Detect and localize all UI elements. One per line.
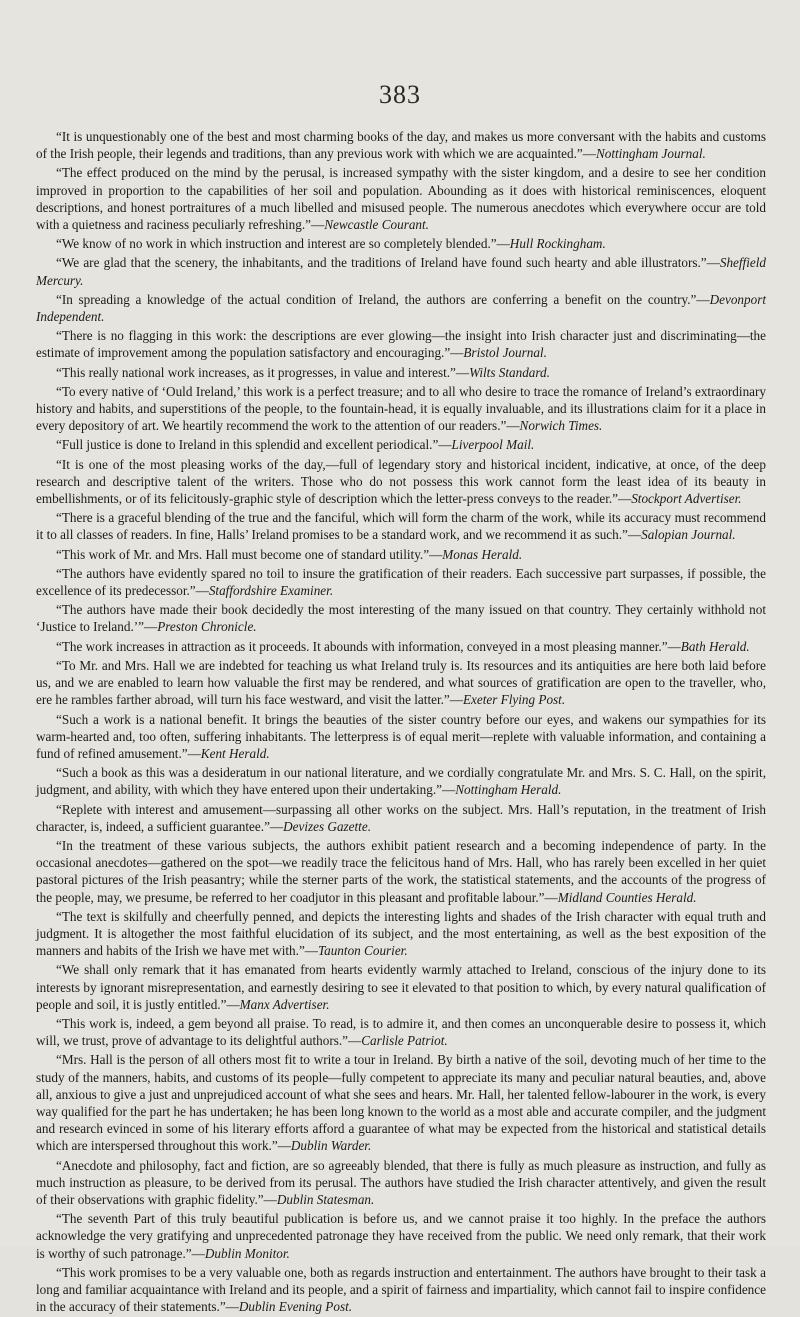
review-paragraph	[36, 235, 766, 252]
review-text: “Replete with interest and amusement—surpassing all other works on the subject. Mrs. Hall’s reputation, in the treatment of Irish character, is, indeed, a sufficient guarantee.”—	[36, 801, 766, 834]
review-source: Dublin Monitor.	[204, 1245, 290, 1261]
review-source: Midland Counties Herald.	[557, 889, 697, 905]
review-text: “This work of Mr. and Mrs. Hall must become one of standard utility.”—	[56, 546, 443, 562]
review-paragraph	[36, 711, 766, 763]
review-source: Dublin Statesman.	[276, 1191, 375, 1207]
review-source: Bristol Journal.	[463, 345, 547, 361]
review-paragraph	[36, 908, 766, 960]
review-paragraph	[36, 254, 766, 288]
review-source: Norwich Times.	[519, 418, 603, 434]
review-paragraph	[36, 601, 766, 635]
review-paragraph	[36, 436, 766, 453]
review-source: Newcastle Courant.	[324, 217, 429, 233]
review-source: Dublin Warder.	[290, 1138, 372, 1154]
review-paragraph	[36, 1210, 766, 1262]
review-paragraph	[36, 364, 766, 381]
review-text: “We are glad that the scenery, the inhabitants, and the traditions of Ireland have found such hearty and able illustrators.”—	[56, 255, 720, 271]
review-text: “The effect produced on the mind by the perusal, is increased sympathy with the sister kingdom, and a desire to see her condition improved in proportion to the capabilities of her soil and population. Abounding as it does with historical reminiscences, eloquent descriptions, and honest portraitures of a much libelled and misused people. The numerous anecdotes which everywhere occur are told with a quietness and raciness peculiarly refreshing.”—	[36, 165, 766, 233]
review-text: “We shall only remark that it has emanated from hearts evidently warmly attached to Ireland, conscious of the injury done to its interests by ignorant misrepresentation, and earnestly desiring to see it elevated to that position to which, by every natural qualification of people and soil, it is justly entitled.”—	[36, 962, 766, 1012]
review-source: Devonport Independent.	[36, 291, 766, 325]
review-paragraph	[36, 764, 766, 798]
review-source: Staffordshire Examiner.	[208, 583, 334, 599]
review-text: “Such a work is a national benefit. It brings the beauties of the sister country before our eyes, and wakens our sympathies for its warm-hearted and, too often, suffering inhabitants. The letterpress is of equal merit—replete with valuable information, and containing a fund of refined amusement.”—	[36, 711, 766, 761]
review-source: Devizes Gazette.	[283, 818, 371, 834]
press-reviews	[36, 128, 766, 1317]
review-paragraph	[36, 837, 766, 906]
review-paragraph	[36, 961, 766, 1013]
review-source: Manx Advertiser.	[239, 996, 330, 1012]
review-paragraph	[36, 128, 766, 162]
review-source: Exeter Flying Post.	[462, 692, 566, 708]
review-text: “This really national work increases, as it progresses, in value and interest.”—	[56, 364, 470, 380]
review-text: “To every native of ‘Ould Ireland,’ this work is a perfect treasure; and to all who desire to trace the romance of Ireland’s extraordinary history and habits, and superstitions of the people, to the fountain-head, it is equally invaluable, and its illustrations claim for it a place in every depository of art. We heartily recommend the work to the attention of our readers.”—	[36, 383, 766, 434]
review-text: “It is one of the most pleasing works of the day,—full of legendary story and historical incident, indicative, at once, of the deep research and descriptive talent of the writers. Those who do not possess this work cannot form the least idea of its beauty in embellishments, or of its felicitously-graphic style of description which the letter-press conveys to the reader.”—	[36, 456, 766, 507]
review-source: Monas Herald.	[442, 546, 523, 562]
review-source: Salopian Journal.	[641, 527, 736, 543]
review-text: “To Mr. and Mrs. Hall we are indebted for teaching us what Ireland truly is. Its resources and its antiquities are here both laid before us, and we are enabled to learn how valuable the first may be rendered, and what sources of gratification are open to the traveller, who, ere he rambles farther abroad, will turn his face westward, and visit the latter.”—	[36, 657, 766, 708]
review-source: Dublin Evening Post.	[238, 1299, 353, 1315]
review-text: “Mrs. Hall is the person of all others most fit to write a tour in Ireland. By birth a native of the soil, devoting much of her time to the study of the manners, habits, and customs of its people—fully competent to appreciate its many and peculiar natural beauties, and, above all, anxious to give a just and unprejudiced account of what she sees and hears. Mr. Hall, her talented fellow-labourer in the work, is every way qualified for the part he has undertaken; he has been long known to the world as a most able and accurate compiler, and the judgment and research evinced in some of his literary efforts afford a guarantee of what may be expected from the historical and statistical details which are interspersed throughout this work.”—	[36, 1052, 766, 1154]
review-source: Carlisle Patriot.	[361, 1033, 448, 1049]
review-text: “It is unquestionably one of the best and most charming books of the day, and makes us more conversant with the habits and customs of the Irish people, their legends and traditions, than any previous work with which we are acquainted.”—	[36, 129, 766, 162]
review-source: Wilts Standard.	[469, 364, 550, 380]
review-source: Preston Chronicle.	[157, 619, 257, 635]
review-source: Bath Herald.	[680, 638, 750, 654]
review-paragraph	[36, 565, 766, 599]
review-paragraph	[36, 291, 766, 325]
review-paragraph	[36, 638, 766, 655]
review-source: Nottingham Herald.	[455, 782, 562, 798]
review-text: “This work promises to be a very valuable one, both as regards instruction and entertainment. The authors have brought to their task a long and familiar acquaintance with Ireland and its people, and a spirit of fairness and impartiality, which cannot fail to inspire confidence in the accuracy of their statements.”—	[36, 1264, 766, 1315]
review-source: Kent Herald.	[200, 745, 270, 761]
review-paragraph	[36, 801, 766, 835]
review-paragraph	[36, 327, 766, 361]
page-number: 383	[379, 80, 421, 109]
review-text: “The text is skilfully and cheerfully penned, and depicts the interesting lights and shades of the Irish character with equal truth and judgment. It is altogether the most faithful elucidation of its subject, and the most entertaining, as well as the best exposition of the manners and habits of the Irish we have met with.”—	[36, 908, 766, 959]
review-source: Nottingham Journal.	[595, 146, 706, 162]
review-text: “Anecdote and philosophy, fact and fiction, are so agreeably blended, that there is fully as much pleasure as instruction, and fully as much instruction as pleasure, to be derived from its perusal. The authors have studied the Irish character attentively, and given the result of their observations with graphic fidelity.”—	[36, 1157, 766, 1207]
review-paragraph	[36, 1015, 766, 1049]
review-text: “In spreading a knowledge of the actual condition of Ireland, the authors are conferring a benefit on the country.”—	[56, 291, 710, 307]
review-paragraph	[36, 164, 766, 233]
review-text: “There is a graceful blending of the true and the fanciful, which will form the charm of the work, while its accuracy must recommend it to all classes of readers. In fine, Halls’ Ireland promises to be a standard work, and we recommend it as such.”—	[36, 510, 766, 543]
review-text: “Full justice is done to Ireland in this splendid and excellent periodical.”—	[56, 437, 452, 453]
review-text: “The work increases in attraction as it proceeds. It abounds with information, conveyed in a most pleasing manner.”—	[56, 638, 681, 654]
review-paragraph	[36, 456, 766, 508]
review-text: “The seventh Part of this truly beautiful publication is before us, and we cannot praise it too highly. In the preface the authors acknowledge the very gratifying and unprecedented patronage they have received from the public. We need only remark, that their work is worthy of such patronage.”—	[36, 1211, 766, 1261]
review-paragraph	[36, 509, 766, 543]
review-source: Sheffield Mercury.	[36, 255, 766, 288]
review-source: Liverpool Mail.	[451, 437, 535, 453]
review-paragraph	[36, 1264, 766, 1316]
review-text: “The authors have evidently spared no toil to insure the gratification of their readers. Each successive part surpasses, if possible, the excellence of its predecessor.”—	[36, 565, 766, 599]
review-source: Hull Rockingham.	[509, 236, 606, 252]
review-paragraph	[36, 1157, 766, 1209]
review-text: “We know of no work in which instruction and interest are so completely blended.”—	[56, 236, 510, 252]
review-text: “The authors have made their book decidedly the most interesting of the many issued on that country. They certainly withhold not ‘Justice to Ireland.’”—	[36, 602, 766, 635]
review-text: “In the treatment of these various subjects, the authors exhibit patient research and a becoming independence of party. In the occasional anecdotes—gathered on the spot—we readily trace the felicitous hand of Mrs. Hall, who has rarely been excelled in her quiet pastoral pictures of the Irish peasantry; while the sterner parts of the work, the statistical statements, and the accounts of the progress of the people, may, we presume, be referred to her coadjutor in this pleasant and profitable labour.”—	[36, 837, 766, 905]
review-text: “Such a book as this was a desideratum in our national literature, and we cordially congratulate Mr. and Mrs. S. C. Hall, on the spirit, judgment, and ability, with which they have entered upon their undertaking.”—	[36, 765, 766, 798]
review-source: Taunton Courier.	[318, 943, 408, 959]
review-text: “There is no flagging in this work: the descriptions are ever glowing—the insight into Irish character just and discriminating—the estimate of improvement among the population satisfactory and encouraging.”—	[36, 328, 766, 361]
review-paragraph	[36, 1051, 766, 1154]
review-paragraph	[36, 657, 766, 709]
review-text: “This work is, indeed, a gem beyond all praise. To read, is to admire it, and then comes an unconquerable desire to possess it, which will, we trust, prove of advantage to its delightful authors.”—	[36, 1015, 766, 1049]
review-paragraph	[36, 546, 766, 563]
review-paragraph	[36, 383, 766, 435]
review-source: Stockport Advertiser.	[631, 491, 742, 507]
